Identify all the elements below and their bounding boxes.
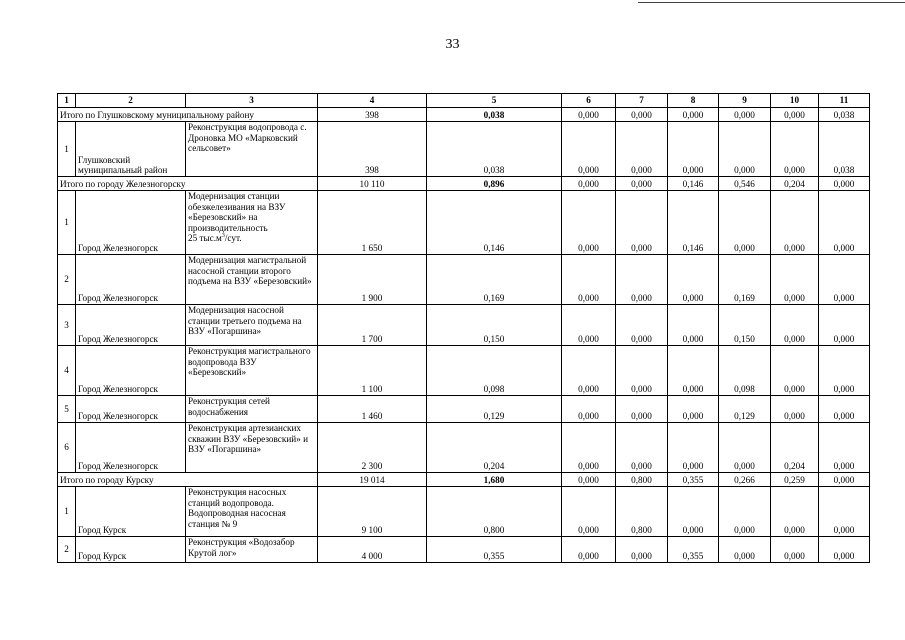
- row-index: 2: [58, 255, 76, 305]
- project-name: Реконструкция сетей водоснабжения: [186, 396, 318, 423]
- cell: 0,000: [616, 423, 668, 473]
- cell: 1 650: [318, 191, 427, 255]
- cell: 0,129: [719, 396, 771, 423]
- cell: 0,000: [819, 177, 870, 191]
- cell: 0,000: [616, 177, 668, 191]
- cell: 0,000: [562, 473, 616, 487]
- cell: 0,150: [427, 305, 562, 346]
- cell: 0,355: [668, 537, 719, 563]
- project-name: Реконструкция насосных станций водопровода. Водопроводная насосная станция № 9: [186, 487, 318, 537]
- project-name: [186, 191, 318, 255]
- cell: 0,000: [771, 255, 819, 305]
- area-name: Город Курск: [76, 487, 186, 537]
- cell: 0,000: [562, 305, 616, 346]
- investment-table: [57, 93, 870, 563]
- cell: 0,038: [819, 122, 870, 177]
- project-name: Реконструкция магистрального водопровода ВЗУ «Березовский»: [186, 346, 318, 396]
- cell: 0,000: [562, 191, 616, 255]
- header-cell: 8: [668, 94, 719, 108]
- subtotal-title: Итого по городу Курску: [58, 473, 318, 487]
- project-name: Модернизация магистральной насосной станции второго подъема на ВЗУ «Березовский»: [186, 255, 318, 305]
- cell: 0,000: [668, 122, 719, 177]
- cell: 0,000: [719, 537, 771, 563]
- cell: 0,000: [668, 305, 719, 346]
- row-index: 1: [58, 487, 76, 537]
- cell: 9 100: [318, 487, 427, 537]
- cell: 0,038: [819, 108, 870, 122]
- cell: 0,000: [819, 537, 870, 563]
- project-capacity-sup: 3: [221, 233, 225, 240]
- cell: 0,000: [616, 396, 668, 423]
- project-capacity: 25 тыс.м: [188, 233, 222, 244]
- cell: 1 700: [318, 305, 427, 346]
- cell: 1 900: [318, 255, 427, 305]
- cell: 0,000: [771, 122, 819, 177]
- header-row: [58, 94, 870, 108]
- table-row: [58, 423, 870, 473]
- cell: 0,000: [562, 177, 616, 191]
- area-name: Город Курск: [76, 537, 186, 563]
- header-cell: 5: [427, 94, 562, 108]
- row-index: 3: [58, 305, 76, 346]
- project-name: Реконструкция «Водозабор Крутой лог»: [186, 537, 318, 563]
- table-row: [58, 396, 870, 423]
- cell: 0,000: [819, 487, 870, 537]
- cell: 0,000: [616, 122, 668, 177]
- table-row: [58, 537, 870, 563]
- cell: 0,000: [562, 108, 616, 122]
- table-row: [58, 487, 870, 537]
- area-name: Город Железногорск: [76, 255, 186, 305]
- header-cell: 9: [719, 94, 771, 108]
- row-index: 6: [58, 423, 76, 473]
- area-name: Глушковский муниципальный район: [76, 122, 186, 177]
- header-cell: 3: [186, 94, 318, 108]
- page-number: 33: [445, 37, 460, 52]
- cell: 0,150: [719, 305, 771, 346]
- cell: 0,146: [427, 191, 562, 255]
- project-name: Реконструкция артезианских скважин ВЗУ «Березовский» и ВЗУ «Погаршина»: [186, 423, 318, 473]
- cell: 0,204: [427, 423, 562, 473]
- cell: 0,800: [616, 487, 668, 537]
- row-index: 1: [58, 122, 76, 177]
- cell: 0,000: [616, 305, 668, 346]
- cell: 0,000: [616, 537, 668, 563]
- cell: 0,000: [771, 191, 819, 255]
- cell: 0,000: [719, 487, 771, 537]
- cell: 1,680: [427, 473, 562, 487]
- area-name: Город Железногорск: [76, 346, 186, 396]
- cell: 0,000: [668, 346, 719, 396]
- cell: 0,000: [562, 255, 616, 305]
- cell: 0,000: [719, 108, 771, 122]
- cell: 0,098: [427, 346, 562, 396]
- cell: 0,000: [819, 255, 870, 305]
- cell: 0,146: [668, 191, 719, 255]
- cell: 0,000: [616, 108, 668, 122]
- cell: 0,169: [719, 255, 771, 305]
- row-index: 4: [58, 346, 76, 396]
- cell: 0,038: [427, 122, 562, 177]
- cell: 0,000: [819, 396, 870, 423]
- cell: 0,098: [719, 346, 771, 396]
- row-index: 2: [58, 537, 76, 563]
- cell: 0,546: [719, 177, 771, 191]
- subtotal-row: [58, 177, 870, 191]
- cell: 0,800: [616, 473, 668, 487]
- table-row: [58, 122, 870, 177]
- table-row: [58, 305, 870, 346]
- cell: 1 460: [318, 396, 427, 423]
- cell: 398: [318, 108, 427, 122]
- cell: 0,000: [771, 305, 819, 346]
- cell: 1 100: [318, 346, 427, 396]
- cell: 2 300: [318, 423, 427, 473]
- row-index: 5: [58, 396, 76, 423]
- cell: 0,000: [668, 396, 719, 423]
- cell: 0,000: [562, 487, 616, 537]
- subtotal-title: Итого по городу Железногорску: [58, 177, 318, 191]
- project-name: Модернизация насосной станции третьего подъема на ВЗУ «Погаршина»: [186, 305, 318, 346]
- header-cell: 7: [616, 94, 668, 108]
- cell: 0,000: [819, 305, 870, 346]
- cell: 4 000: [318, 537, 427, 563]
- cell: 0,259: [771, 473, 819, 487]
- cell: 0,000: [819, 191, 870, 255]
- cell: 0,266: [719, 473, 771, 487]
- cell: 0,000: [771, 487, 819, 537]
- cell: 0,000: [668, 487, 719, 537]
- cell: 0,000: [668, 255, 719, 305]
- cell: 0,204: [771, 423, 819, 473]
- cell: 0,800: [427, 487, 562, 537]
- cell: 398: [318, 122, 427, 177]
- cell: 0,000: [562, 396, 616, 423]
- cell: 0,000: [771, 537, 819, 563]
- table-row: [58, 346, 870, 396]
- header-cell: 4: [318, 94, 427, 108]
- cell: 0,000: [562, 537, 616, 563]
- project-text: Модернизация станции обезжелезивания на ВЗУ «Березовский» на производительность: [188, 191, 286, 233]
- cell: 0,146: [668, 177, 719, 191]
- cell: 0,896: [427, 177, 562, 191]
- project-name: Реконструкция водопровода с. Дроновка МО «Марковский сельсовет»: [186, 122, 318, 177]
- cell: 0,000: [719, 191, 771, 255]
- cell: 0,355: [668, 473, 719, 487]
- subtotal-title: Итого по Глушковскому муниципальному району: [58, 108, 318, 122]
- cell: 0,000: [616, 346, 668, 396]
- cell: 0,000: [562, 423, 616, 473]
- cell: 0,169: [427, 255, 562, 305]
- top-rule: [638, 2, 905, 3]
- area-name: Город Железногорск: [76, 305, 186, 346]
- area-name: Город Железногорск: [76, 191, 186, 255]
- area-name: Город Железногорск: [76, 423, 186, 473]
- header-cell: 2: [76, 94, 186, 108]
- cell: 0,000: [771, 108, 819, 122]
- cell: 19 014: [318, 473, 427, 487]
- cell: 0,129: [427, 396, 562, 423]
- header-cell: 6: [562, 94, 616, 108]
- project-capacity-unit: /сут.: [224, 233, 242, 244]
- cell: 0,000: [771, 396, 819, 423]
- cell: 0,000: [719, 423, 771, 473]
- cell: 0,000: [562, 346, 616, 396]
- area-name: Город Железногорск: [76, 396, 186, 423]
- cell: 0,000: [616, 255, 668, 305]
- cell: 10 110: [318, 177, 427, 191]
- header-cell: 11: [819, 94, 870, 108]
- cell: 0,038: [427, 108, 562, 122]
- cell: 0,000: [668, 108, 719, 122]
- cell: 0,000: [719, 122, 771, 177]
- header-cell: 10: [771, 94, 819, 108]
- cell: 0,000: [819, 346, 870, 396]
- table-row: [58, 255, 870, 305]
- cell: 0,000: [668, 423, 719, 473]
- subtotal-row: [58, 108, 870, 122]
- cell: 0,000: [771, 346, 819, 396]
- cell: 0,000: [819, 423, 870, 473]
- cell: 0,000: [819, 473, 870, 487]
- header-cell: 1: [58, 94, 76, 108]
- cell: 0,204: [771, 177, 819, 191]
- subtotal-row: [58, 473, 870, 487]
- table-row: [58, 191, 870, 255]
- cell: 0,000: [562, 122, 616, 177]
- cell: 0,355: [427, 537, 562, 563]
- row-index: 1: [58, 191, 76, 255]
- cell: 0,000: [616, 191, 668, 255]
